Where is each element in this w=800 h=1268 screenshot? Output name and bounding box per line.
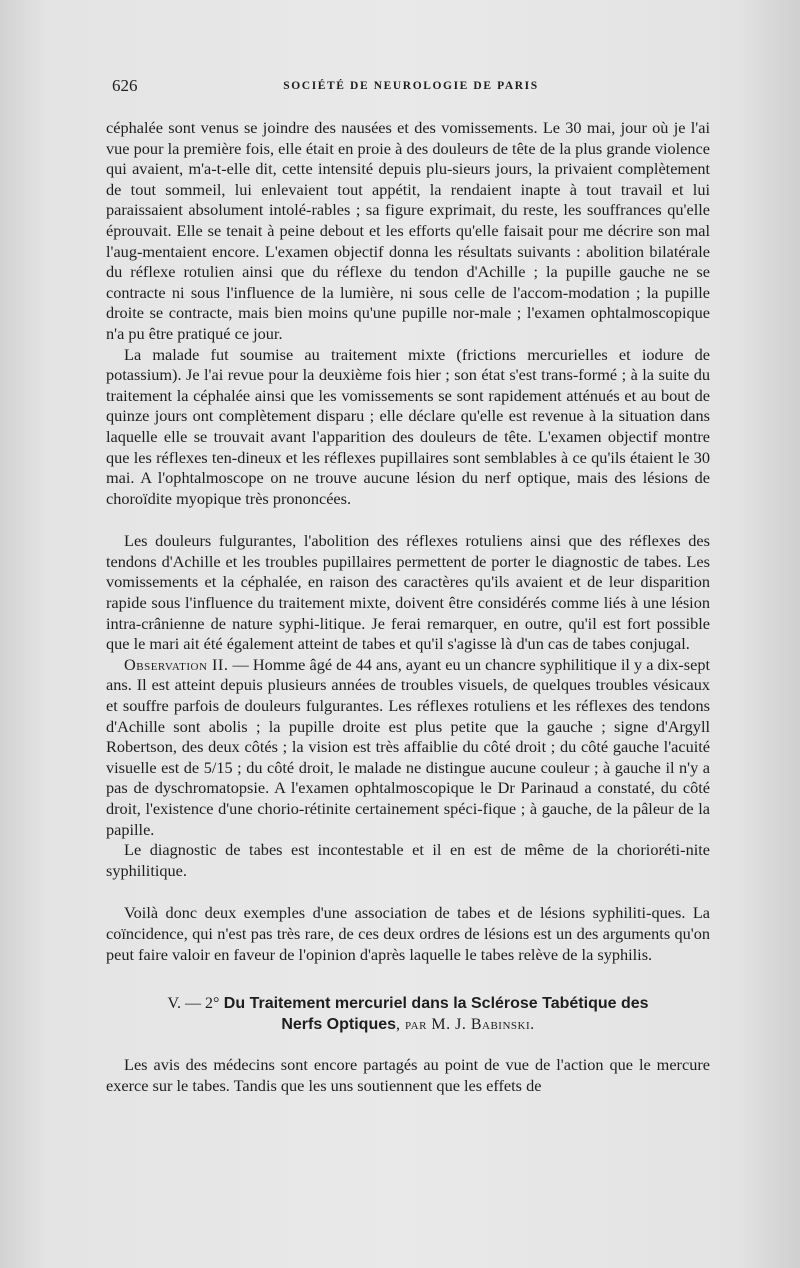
- paragraph-5: Le diagnostic de tabes est incontestable et il en est de même de la chorioréti-nite syphilitique.: [106, 840, 710, 880]
- running-head: SOCIÉTÉ DE NEUROLOGIE DE PARIS: [283, 80, 539, 92]
- paragraph-2: La malade fut soumise au traitement mixte (frictions mercurielles et iodure de potassium). Je l'ai revue pour la deuxième fois hier ; son état s'est trans-formé ; à la suite du traitement la céphalée ainsi que les vomissements se sont rapidement atténués et au bout de quinze jours ont complètement disparu ; elle déclare qu'elle est revenue à la situation dans laquelle elle se trouvait avant l'apparition des douleurs de tête. L'examen objectif montre que les réflexes ten-dineux et les réflexes pupillaires sont semblables à ce qu'ils étaient le 30 mai. A l'ophtalmoscope on ne trouve aucune lésion du nerf optique, mais des lésions de choroïdite myopique très prononcées.: [106, 344, 710, 508]
- observation-text: — Homme âgé de 44 ans, ayant eu un chancre syphilitique il y a dix-sept ans. Il est atteint depuis plusieurs années de troubles visuels, de quelques troubles vésicaux et souffre parfois de douleurs fulgurantes. Les réflexes rotuliens et les réflexes des tendons d'Achille sont abolis ; la pupille droite est plus petite que la gauche ; signe d'Argyll Robertson, des deux côtés ; la vision est très affaiblie du côté droit ; du côté gauche l'acuité visuelle est de 5/15 ; du côté droit, le malade ne distingue aucune couleur ; à gauche il n'y a pas de dyschromatopsie. A l'examen ophtalmoscopique le Dr Parinaud a constaté, du côté droit, l'existence d'une chorio-rétinite certainement spéci-fique ; à gauche, de la pâleur de la papille.: [106, 654, 710, 839]
- section-number: V. — 2°: [167, 995, 220, 1013]
- body-text: [106, 118, 710, 1096]
- section-heading: [106, 993, 710, 1035]
- paragraph-3: Les douleurs fulgurantes, l'abolition des réflexes rotuliens ainsi que des réflexes des tendons d'Achille et les troubles pupillaires permettent de porter le diagnostic de tabes. Les vomissements et la céphalée, en raison des caractères qu'ils avaient et de leur disparition rapide sous l'influence du traitement mixte, doivent être considérés comme liés à une lésion intra-crânienne de nature syphi-litique. Je ferai remarquer, en outre, qu'il est fort possible que le mari ait été également atteint de tabes et qu'il s'agisse là d'un cas de tabes conjugal.: [106, 531, 710, 654]
- paragraph-1: céphalée sont venus se joindre des nausées et des vomissements. Le 30 mai, jour où je l'ai vue pour la première fois, elle était en proie à des douleurs de tête de la plus grande violence qui avaient, m'a-t-elle dit, cette intensité depuis plu-sieurs jours, la privaient complètement de tout sommeil, lui enlevaient tout appétit, la rendaient inapte à tout travail et lui paraissaient absolument intolé-rables ; sa figure exprimait, du reste, les souffrances qu'elle éprouvait. Elle se tenait à peine debout et les efforts qu'elle faisait pour me décrire son mal l'aug-mentaient encore. L'examen objectif donna les résultats suivants : abolition bilatérale du réflexe rotulien ainsi que du réflexe du tendon d'Achille ; la pupille gauche ne se contracte ni sous l'influence de la lumière, ni sous celle de l'accom-modation ; la pupille droite se contracte, mais bien moins qu'une pupille nor-male ; l'examen ophtalmoscopique n'a pu être pratiqué ce jour.: [106, 118, 710, 343]
- section-byline: , par M. J. Babinski.: [396, 1016, 535, 1034]
- paragraph-6: Voilà donc deux exemples d'une association de tabes et de lésions syphiliti-ques. La coïncidence, qui n'est pas très rare, de ces deux ordres de lésions est un des arguments qu'on peut faire valoir en faveur de l'opinion d'après laquelle le tabes relève de la syphilis.: [106, 903, 710, 964]
- section-heading-line-2: [106, 1014, 710, 1035]
- paragraph-7: Les avis des médecins sont encore partagés au point de vue de l'action que le mercure exerce sur le tabes. Tandis que les uns soutiennent que les effets de: [106, 1055, 710, 1095]
- page-number: 626: [112, 76, 138, 95]
- section-title-line-1: Du Traitement mercuriel dans la Sclérose Tabétique des: [223, 995, 649, 1013]
- observation-2-paragraph: [106, 655, 710, 840]
- page-header: [112, 76, 710, 100]
- observation-label: Observation II.: [124, 654, 229, 674]
- section-title-line-2: Nerfs Optiques: [281, 1016, 397, 1034]
- section-heading-line-1: [106, 993, 710, 1014]
